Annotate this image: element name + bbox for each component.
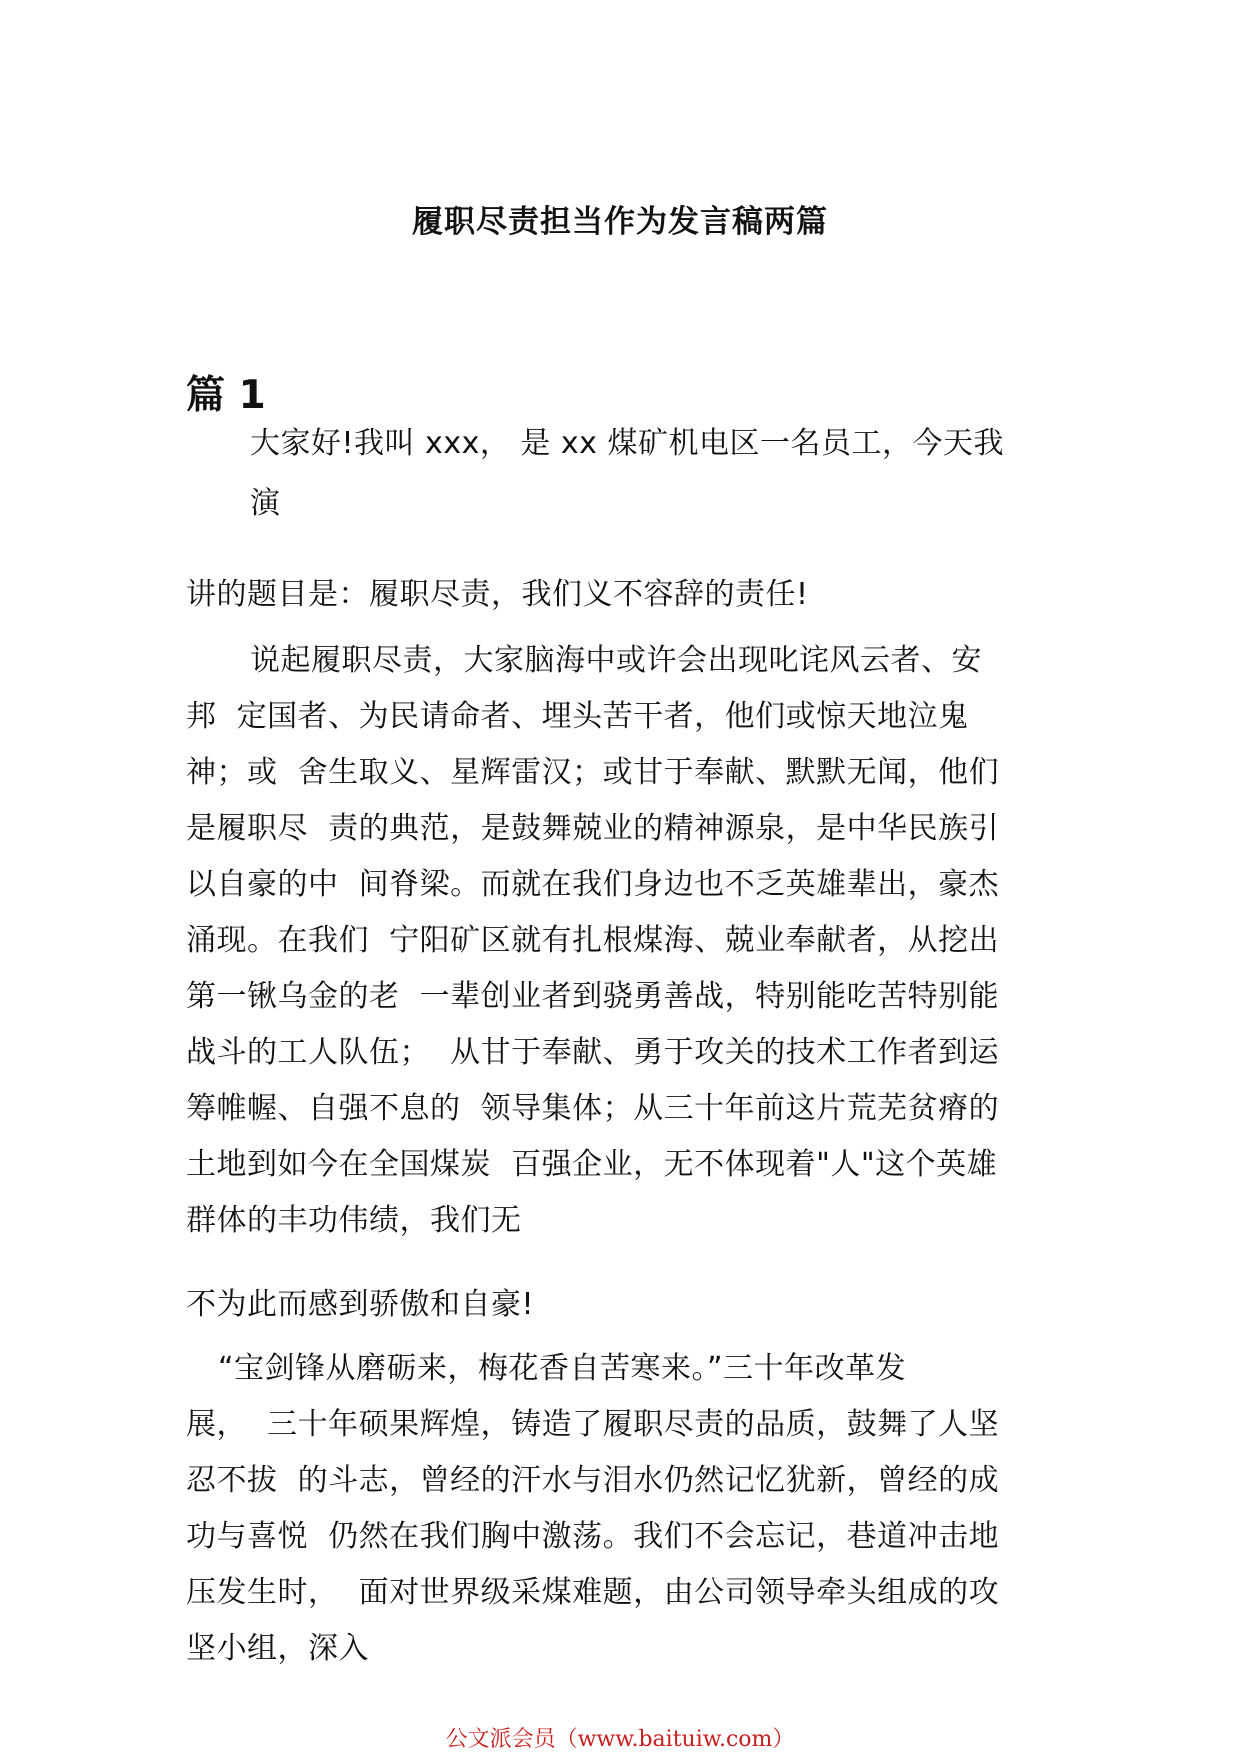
text-line: 展， 三十年硕果辉煌，铸造了履职尽责的品质，鼓舞了人坚 [186,1407,1000,1442]
text-line: 忍不拔 的斗志，曾经的汗水与泪水仍然记忆犹新，曾经的成 [186,1463,1000,1498]
text-line: 邦 定国者、为民请命者、埋头苦干者，他们或惊天地泣鬼 [186,699,969,734]
text-line: 神；或 舍生取义、星辉雷汉；或甘于奉献、默默无闻，他们 [186,755,1000,790]
text-line: 说起履职尽责，大家脑海中或许会出现叱诧风云者、安 [250,643,982,678]
text-line: 讲的题目是：履职尽责，我们义不容辞的责任! [186,577,809,612]
text-line: 群体的丰功伟绩，我们无 [186,1203,522,1238]
text-line: 第一锹乌金的老 一辈创业者到骁勇善战，特别能吃苦特别能 [186,979,1000,1014]
text-line: 筹帷幄、自强不息的 领导集体；从三十年前这片荒芜贫瘠的 [186,1091,1000,1126]
text-line: 功与喜悦 仍然在我们胸中激荡。我们不会忘记，巷道冲击地 [186,1519,1000,1554]
text-line: 演 [250,486,281,521]
text-line: 压发生时， 面对世界级采煤难题，由公司领导牵头组成的攻 [186,1575,1000,1610]
text-line: 涌现。在我们 宁阳矿区就有扎根煤海、兢业奉献者，从挖出 [186,923,1000,958]
text-line: 是履职尽 责的典范，是鼓舞兢业的精神源泉，是中华民族引 [186,811,1000,846]
text-line: 以自豪的中 间脊梁。而就在我们身边也不乏英雄辈出，豪杰 [186,867,1000,902]
text-line: 不为此而感到骄傲和自豪! [186,1287,535,1322]
document-title: 履职尽责担当作为发言稿两篇 [412,204,828,240]
section-heading: 篇 1 [186,373,266,418]
text-line: 坚小组，深入 [186,1631,369,1666]
text-line: “宝剑锋从磨砺来，梅花香自苦寒来。”三十年改革发 [218,1351,907,1386]
footer-watermark: 公文派会员（www.baituiw.com） [445,1727,795,1752]
text-line: 战斗的工人队伍； 从甘于奉献、勇于攻关的技术工作者到运 [186,1035,1000,1070]
text-line: 大家好!我叫 xxx， 是 xx 煤矿机电区一名员工，今天我 [250,426,1004,461]
text-line: 土地到如今在全国煤炭 百强企业，无不体现着"人"这个英雄 [186,1147,998,1182]
